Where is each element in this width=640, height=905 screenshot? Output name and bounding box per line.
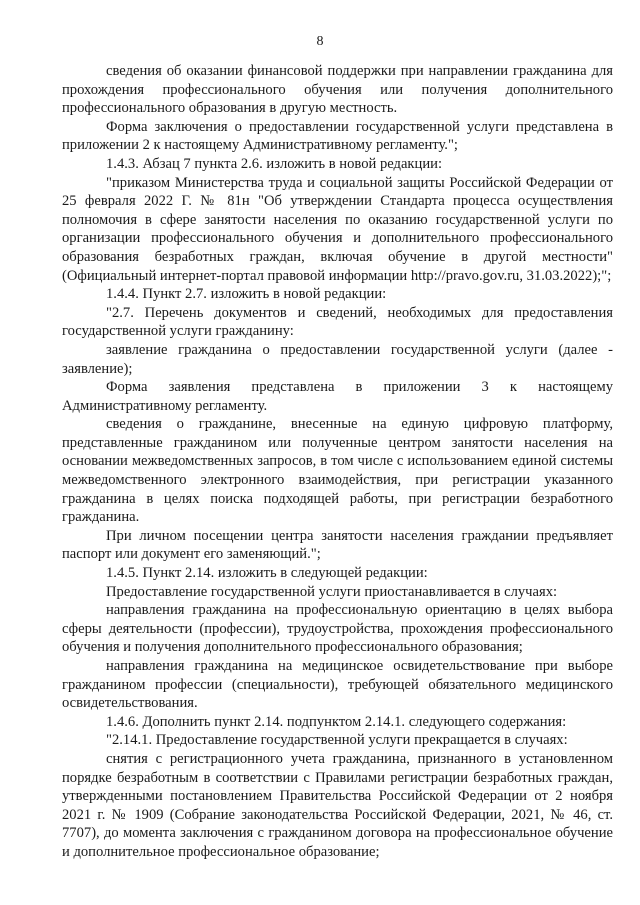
document-body bbox=[62, 62, 613, 862]
paragraph-medical-exam: направления гражданина на медицинское освидетельствование при выборе гражданином профессии (специальности), требующей обязательного медицинского освидетельствования. bbox=[62, 658, 613, 712]
paragraph-1-4-5: 1.4.5. Пункт 2.14. изложить в следующей редакции: bbox=[106, 565, 428, 582]
paragraph-suspension: Предоставление государственной услуги приостанавливается в случаях: bbox=[106, 583, 558, 600]
paragraph-citizen-info: сведения о гражданине, внесенные на единую цифровую платформу, представленные гражданином или полученные центром занятости населения на основании межведомственных запросов, в том числе с использованием единой системы межведомственного электронного взаимодействия, при регистрации указанного гражданина в целях поиска подходящей работы, при регистрации безработного гражданина. bbox=[62, 416, 613, 526]
paragraph-2-14-1: "2.14.1. Предоставление государственной услуги прекращается в случаях: bbox=[106, 732, 568, 749]
paragraph-personal-visit: При личном посещении центра занятости населения граждании предъявляет паспорт или документ его заменяющий."; bbox=[62, 527, 613, 563]
paragraph-ministry-order: "приказом Министерства труда и социальной защиты Российской Федерации от 25 февраля 2022 Г. № 81н "Об утверждении Стандарта процесса осуществления полномочия в сфере занятости населения по оказанию государственной услуги по организации профессионального обучения и дополнительного профессионального образования безработных граждан, включая обучение в другой местности" (Официальный интернет-портал правовой информации http://pravo.gov.ru, 31.03.2022);"; bbox=[62, 174, 613, 284]
paragraph-2-7: "2.7. Перечень документов и сведений, необходимых для предоставления государственной услуги гражданину: bbox=[62, 304, 613, 340]
paragraph-1-4-4: 1.4.4. Пункт 2.7. изложить в новой редакции: bbox=[106, 286, 387, 303]
paragraph-career-orientation: направления гражданина на профессиональную ориентацию в целях выбора сферы деятельности (профессии), трудоустройства, прохождения профессионального обучения и получения дополнительного профессионального образования; bbox=[62, 602, 613, 656]
paragraph-conclusion-form: Форма заключения о предоставлении государственной услуги представлена в приложении 2 к настоящему Административному регламенту."; bbox=[62, 118, 613, 154]
paragraph-1-4-3: 1.4.3. Абзац 7 пункта 2.6. изложить в новой редакции: bbox=[106, 155, 443, 172]
paragraph-deregistration: снятия с регистрационного учета гражданина, признанного в установленном порядке безработным в соответствии с Правилами регистрации безработных граждан, утвержденными постановлением Правительства Российской Федерации от 2 ноября 2021 г. № 1909 (Собрание законодательства Российской Федерации, 2021, № 46, ст. 7707), до момента заключения с гражданином договора на профессиональное обучение и дополнительное профессиональное образование; bbox=[62, 750, 613, 860]
paragraph-1-4-6: 1.4.6. Дополнить пункт 2.14. подпунктом 2.14.1. следующего содержания: bbox=[106, 713, 567, 730]
page-number: 8 bbox=[316, 34, 324, 49]
paragraph-application: заявление гражданина о предоставлении государственной услуги (далее - заявление); bbox=[62, 341, 613, 377]
paragraph-application-form: Форма заявления представлена в приложении 3 к настоящему Административному регламенту. bbox=[62, 379, 613, 414]
paragraph-financial-support: сведения об оказании финансовой поддержки при направлении гражданина для прохождения профессионального обучения или получения дополнительного профессионального образования в другую местность. bbox=[62, 63, 613, 117]
